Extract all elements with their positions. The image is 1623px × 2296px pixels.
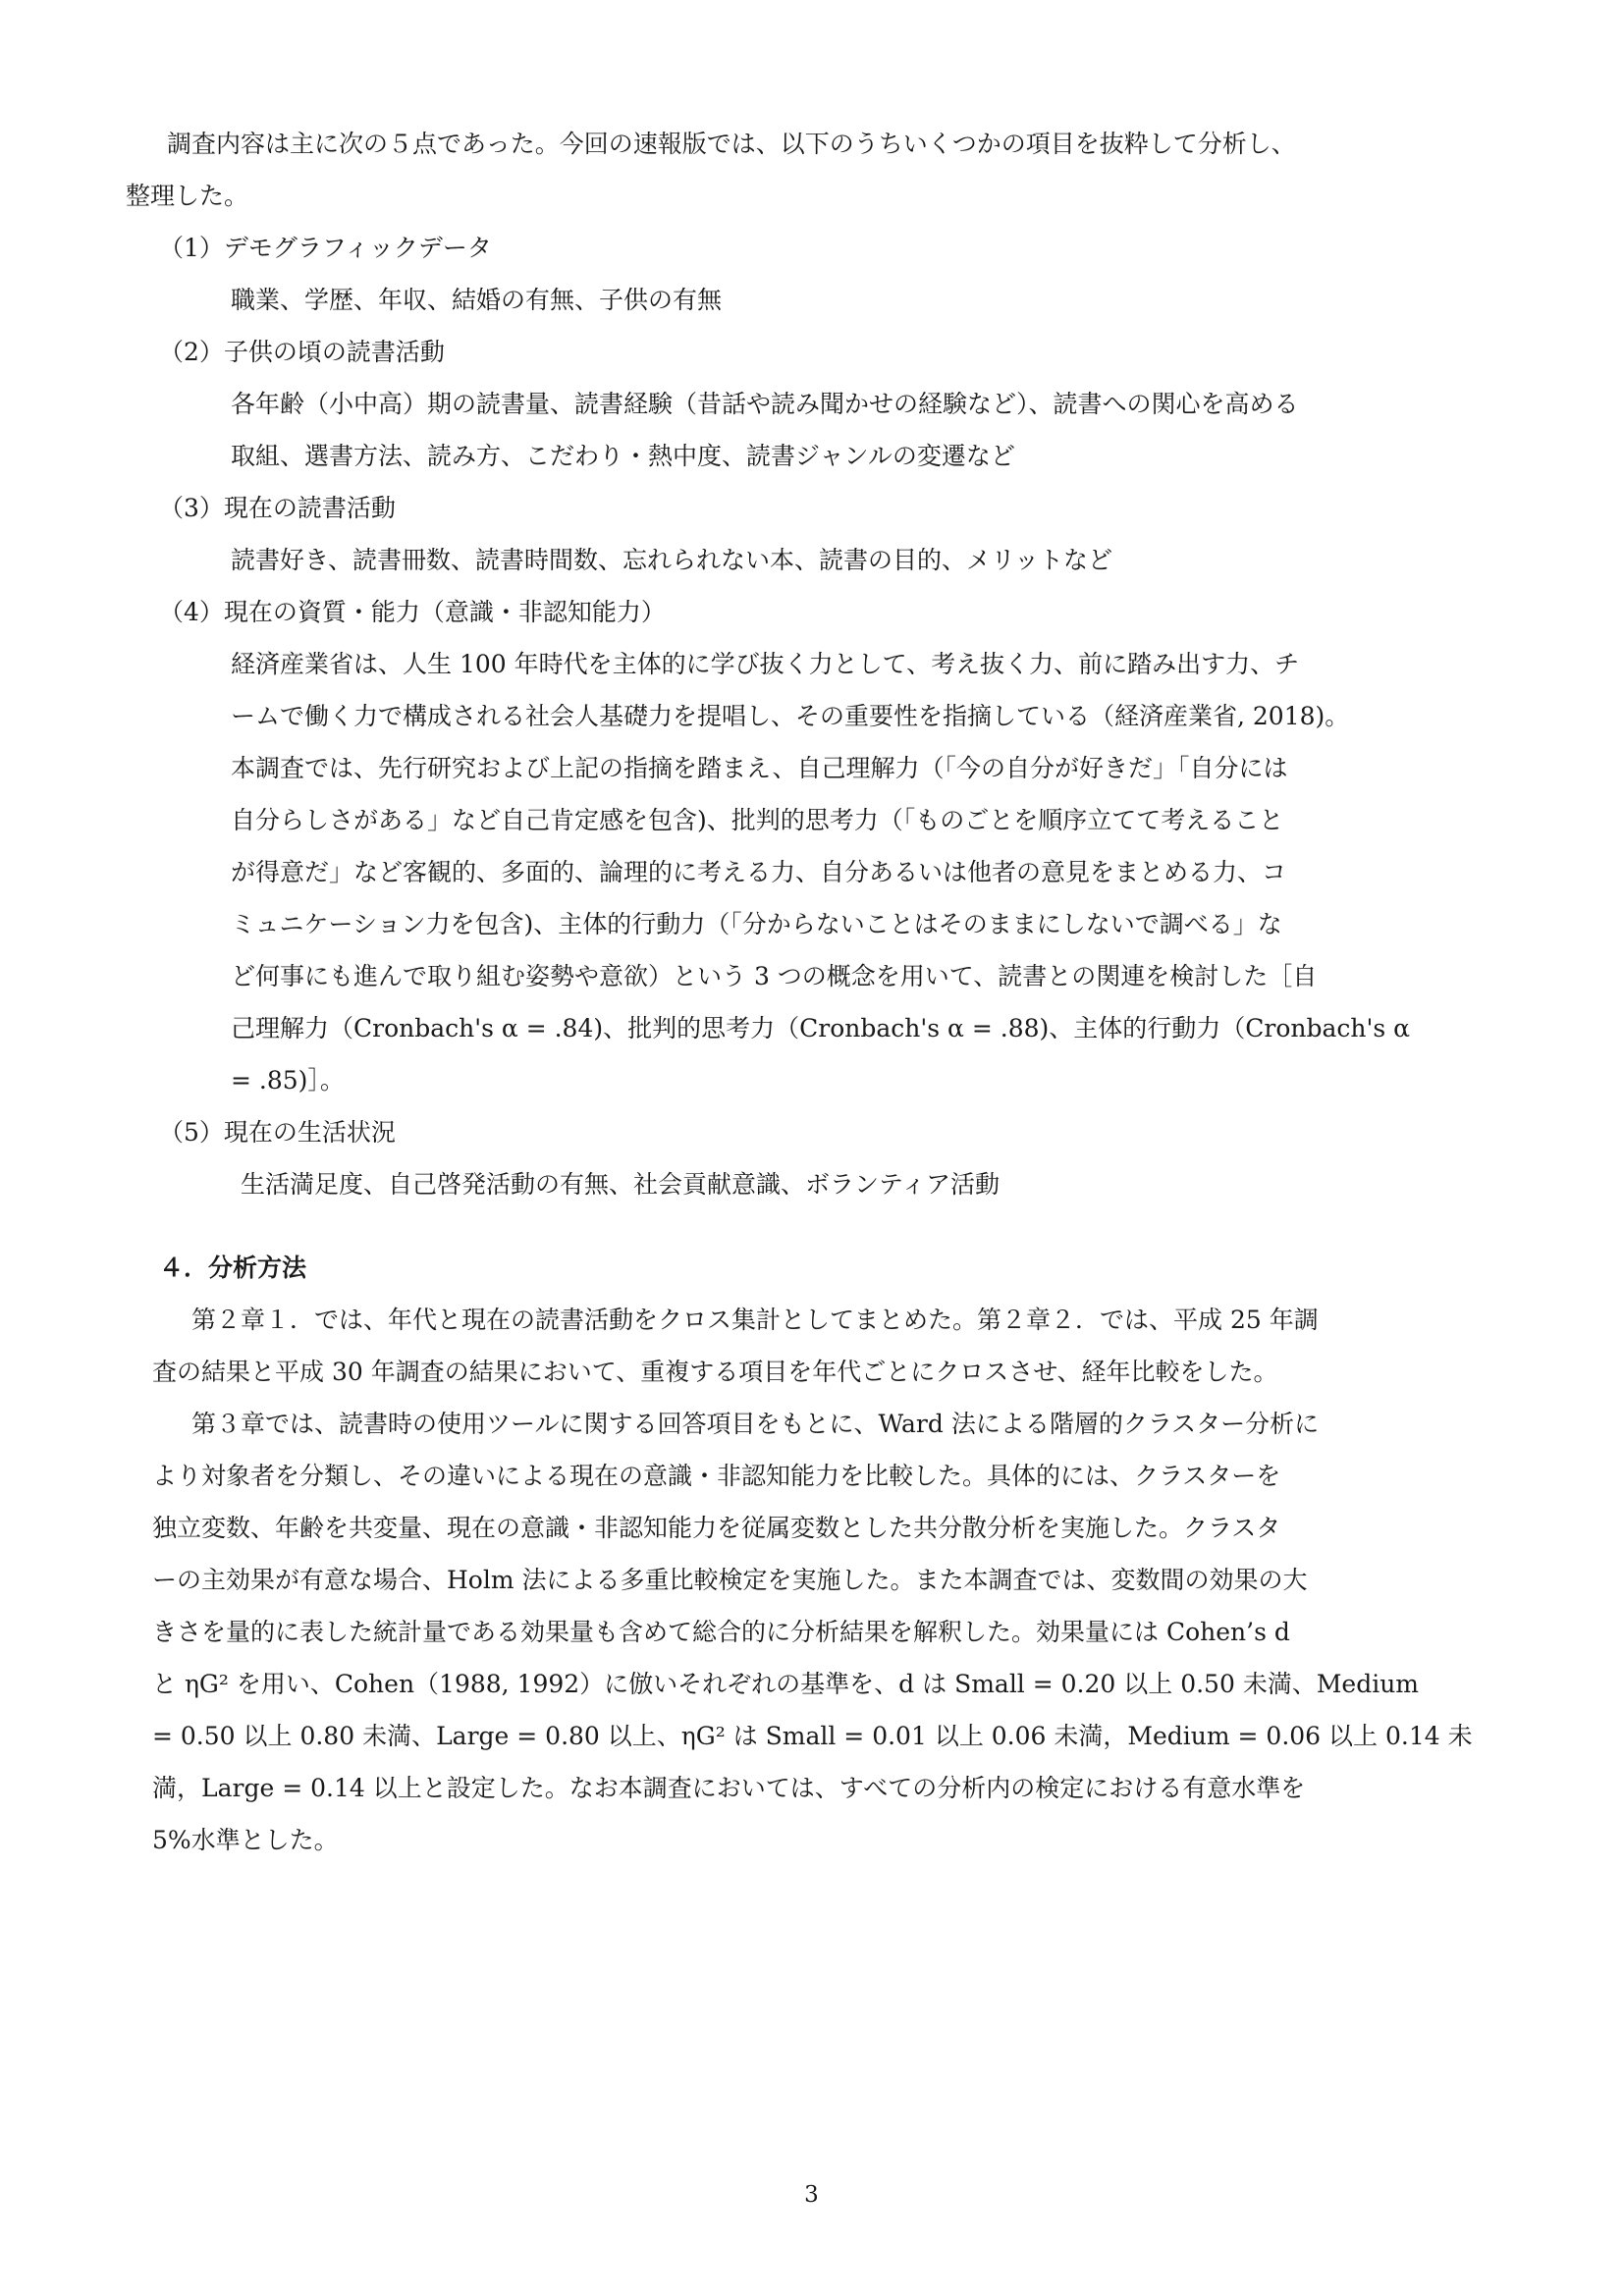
item-line: 職業、学歴、年収、結婚の有無、子供の有無: [231, 286, 723, 314]
paragraph-line: = 0.50 以上 0.80 未満、Large = 0.80 以上、ηG² は Small = 0.01 以上 0.06 未満，Medium = 0.06 以上 0.14 未: [152, 1722, 1473, 1750]
item-line: ど何事にも進んで取り組む姿勢や意欲）という 3 つの概念を用いて、読書との関連を検討した［自: [231, 962, 1318, 990]
intro-line: 整理した。: [126, 182, 249, 210]
item-line: ームで働く力で構成される社会人基礎力を提唱し、その重要性を指摘している（経済産業省, 2018)。: [231, 702, 1350, 730]
paragraph-line: 第２章１．では、年代と現在の読書活動をクロス集計としてまとめた。第２章２．では、平成 25 年調: [191, 1306, 1319, 1334]
item-heading-3: （3）現在の読書活動: [159, 494, 396, 522]
item-line: 己理解力（Cronbach's α = .84)、批判的思考力（Cronbach's α = .88)、主体的行動力（Cronbach's α: [231, 1014, 1411, 1042]
item-line: 自分らしさがある」など自己肯定感を包含)、批判的思考力（「ものごとを順序立てて考えること: [231, 806, 1284, 834]
item-body-2: [231, 378, 1497, 482]
paragraph-line: 第３章では、読書時の使用ツールに関する回答項目をもとに、Ward 法による階層的クラスター分析に: [191, 1410, 1320, 1438]
paragraph-line: 査の結果と平成 30 年調査の結果において、重複する項目を年代ごとにクロスさせ、経年比較をした。: [152, 1358, 1278, 1386]
paragraph-line: ーの主効果が有意な場合、Holm 法による多重比較検定を実施した。また本調査では、変数間の効果の大: [152, 1566, 1308, 1594]
item-heading-2: （2）子供の頃の読書活動: [159, 338, 445, 366]
section-paragraph-2: [152, 1398, 1497, 1866]
page-number: 3: [804, 2182, 819, 2208]
item-body-3: [231, 534, 1497, 586]
paragraph-line: と ηG² を用い、Cohen（1988, 1992）に倣いそれぞれの基準を、d は Small = 0.20 以上 0.50 未満、Medium: [152, 1670, 1420, 1698]
item-line: 本調査では、先行研究および上記の指摘を踏まえ、自己理解力（「今の自分が好きだ」「自分には: [231, 754, 1288, 782]
item-body-5: [241, 1158, 1507, 1210]
item-heading-5: （5）現在の生活状況: [159, 1118, 396, 1147]
item-heading-1: （1）デモグラフィックデータ: [159, 234, 492, 262]
item-line: ミュニケーション力を包含)、主体的行動力（「分からないことはそのままにしないで調べる」な: [231, 910, 1282, 938]
item-line: 経済産業省は、人生 100 年時代を主体的に学び抜く力として、考え抜く力、前に踏み出す力、チ: [231, 650, 1300, 678]
paragraph-line: 5%水準とした。: [152, 1826, 339, 1854]
section-heading: ４．分析方法: [159, 1254, 307, 1282]
paragraph-line: 独立変数、年齢を共変量、現在の意識・非認知能力を従属変数とした共分散分析を実施した。クラスタ: [152, 1514, 1281, 1542]
item-line: 読書好き、読書冊数、読書時間数、忘れられない本、読書の目的、メリットなど: [231, 546, 1113, 574]
section-paragraph-1: [152, 1294, 1497, 1398]
item-line: 各年齢（小中高）期の読書量、読書経験（昔話や読み聞かせの経験など）、読書への関心を高める: [231, 390, 1299, 418]
item-line: = .85)］。: [231, 1066, 345, 1095]
item-body-4: [231, 638, 1497, 1106]
paragraph-line: 満，Large = 0.14 以上と設定した。なお本調査においては、すべての分析内の検定における有意水準を: [152, 1774, 1306, 1802]
item-line: が得意だ」など客観的、多面的、論理的に考える力、自分あるいは他者の意見をまとめる力、コ: [231, 858, 1287, 886]
intro-paragraph: [126, 118, 1473, 222]
item-line: 取組、選書方法、読み方、こだわり・熱中度、読書ジャンルの変遷など: [231, 442, 1015, 470]
paragraph-line: きさを量的に表した統計量である効果量も含めて総合的に分析結果を解釈した。効果量には Cohen’s d: [152, 1618, 1290, 1646]
paragraph-line: より対象者を分類し、その違いによる現在の意識・非認知能力を比較した。具体的には、クラスターを: [152, 1462, 1281, 1490]
item-line: 生活満足度、自己啓発活動の有無、社会貢献意識、ボランティア活動: [241, 1170, 1001, 1199]
item-body-1: [231, 274, 1497, 326]
item-heading-4: （4）現在の資質・能力（意識・非認知能力）: [159, 598, 666, 626]
intro-line: 調査内容は主に次の５点であった。今回の速報版では、以下のうちいくつかの項目を抜粋して分析し、: [167, 130, 1296, 158]
